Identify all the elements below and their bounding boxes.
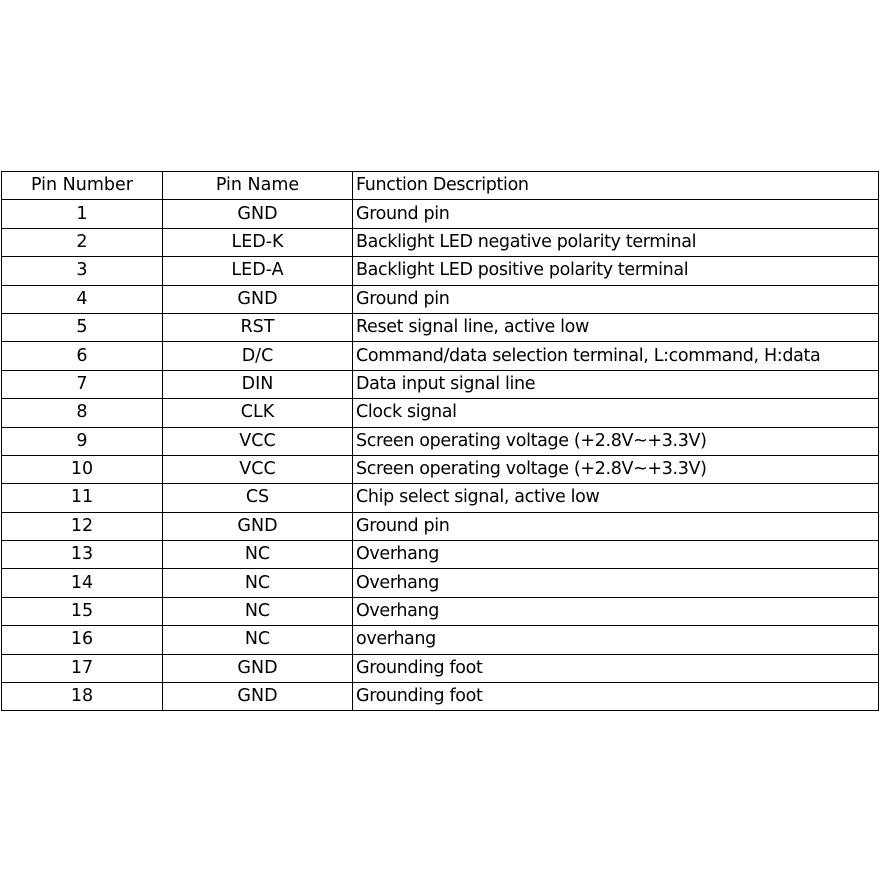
function-description-cell: Ground pin	[353, 512, 879, 540]
table-row	[2, 257, 879, 285]
table-row	[2, 541, 879, 569]
pin-table	[1, 171, 879, 711]
function-description-cell: Screen operating voltage (+2.8V~+3.3V)	[353, 427, 879, 455]
pin-number-cell: 9	[2, 427, 163, 455]
pin-number-cell: 15	[2, 597, 163, 625]
table-row	[2, 597, 879, 625]
table-row	[2, 228, 879, 256]
pin-number-cell: 7	[2, 370, 163, 398]
pin-name-cell: LED-A	[163, 257, 353, 285]
pin-number-cell: 14	[2, 569, 163, 597]
pin-name-cell: NC	[163, 541, 353, 569]
pin-number-cell: 2	[2, 228, 163, 256]
function-description-cell: Ground pin	[353, 285, 879, 313]
pin-number-cell: 6	[2, 342, 163, 370]
table-row	[2, 342, 879, 370]
pin-name-cell: VCC	[163, 427, 353, 455]
pin-name-cell: GND	[163, 285, 353, 313]
function-description-cell: Data input signal line	[353, 370, 879, 398]
pin-table-body	[2, 200, 879, 711]
pin-name-cell: GND	[163, 512, 353, 540]
table-row	[2, 512, 879, 540]
table-row	[2, 313, 879, 341]
header-pin-number: Pin Number	[2, 172, 163, 200]
pin-name-cell: GND	[163, 200, 353, 228]
table-row	[2, 455, 879, 483]
table-row	[2, 399, 879, 427]
header-function-description: Function Description	[353, 172, 879, 200]
table-row	[2, 484, 879, 512]
function-description-cell: Overhang	[353, 569, 879, 597]
table-row	[2, 370, 879, 398]
table-row	[2, 200, 879, 228]
function-description-cell: Clock signal	[353, 399, 879, 427]
pin-number-cell: 5	[2, 313, 163, 341]
pin-number-cell: 16	[2, 626, 163, 654]
pin-name-cell: GND	[163, 683, 353, 711]
pin-name-cell: CS	[163, 484, 353, 512]
header-pin-name: Pin Name	[163, 172, 353, 200]
pin-name-cell: D/C	[163, 342, 353, 370]
pin-name-cell: NC	[163, 569, 353, 597]
pin-name-cell: NC	[163, 597, 353, 625]
pin-number-cell: 10	[2, 455, 163, 483]
function-description-cell: Overhang	[353, 597, 879, 625]
pin-number-cell: 3	[2, 257, 163, 285]
header-row	[2, 172, 879, 200]
table-row	[2, 683, 879, 711]
function-description-cell: Grounding foot	[353, 683, 879, 711]
pin-table-header	[2, 172, 879, 200]
table-row	[2, 427, 879, 455]
pin-number-cell: 11	[2, 484, 163, 512]
function-description-cell: Command/data selection terminal, L:command, H:data	[353, 342, 879, 370]
pin-name-cell: GND	[163, 654, 353, 682]
function-description-cell: Backlight LED negative polarity terminal	[353, 228, 879, 256]
table-row	[2, 626, 879, 654]
function-description-cell: Screen operating voltage (+2.8V~+3.3V)	[353, 455, 879, 483]
pin-name-cell: RST	[163, 313, 353, 341]
function-description-cell: Grounding foot	[353, 654, 879, 682]
pin-name-cell: LED-K	[163, 228, 353, 256]
pin-name-cell: VCC	[163, 455, 353, 483]
pin-name-cell: CLK	[163, 399, 353, 427]
pin-number-cell: 13	[2, 541, 163, 569]
function-description-cell: Ground pin	[353, 200, 879, 228]
pin-name-cell: DIN	[163, 370, 353, 398]
table-row	[2, 654, 879, 682]
function-description-cell: Backlight LED positive polarity terminal	[353, 257, 879, 285]
pin-number-cell: 1	[2, 200, 163, 228]
pin-number-cell: 18	[2, 683, 163, 711]
function-description-cell: Overhang	[353, 541, 879, 569]
pin-number-cell: 4	[2, 285, 163, 313]
function-description-cell: Chip select signal, active low	[353, 484, 879, 512]
pin-number-cell: 8	[2, 399, 163, 427]
function-description-cell: overhang	[353, 626, 879, 654]
function-description-cell: Reset signal line, active low	[353, 313, 879, 341]
pin-name-cell: NC	[163, 626, 353, 654]
table-row	[2, 285, 879, 313]
pin-number-cell: 12	[2, 512, 163, 540]
table-row	[2, 569, 879, 597]
pin-number-cell: 17	[2, 654, 163, 682]
